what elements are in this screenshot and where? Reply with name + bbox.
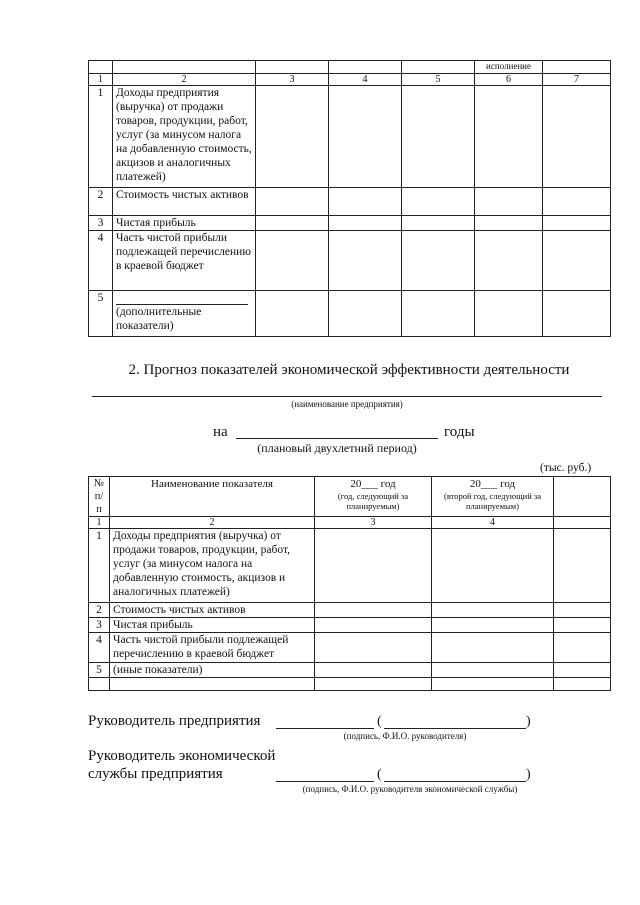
row-label: (иные показатели) [110,663,315,678]
value-cell[interactable] [475,188,543,216]
colnum: 4 [329,74,402,86]
value-cell[interactable] [402,291,475,337]
value-cell[interactable] [475,231,543,291]
value-cell[interactable] [475,216,543,231]
year-2-label: 20___ год [469,478,516,490]
year-2-caption: (второй год, следующий за планируемым) [443,491,541,511]
colnum: 1 [89,517,110,529]
value-cell[interactable] [315,603,432,618]
value-cell[interactable] [315,529,432,603]
org-name-caption: (наименование предприятия) [291,399,403,409]
value-cell[interactable] [402,188,475,216]
head-caption: (подпись, Ф.И.О. руководителя) [343,731,467,741]
colnum: 7 [543,74,611,86]
value-cell[interactable] [329,216,402,231]
row-number: 1 [89,529,110,603]
value-cell[interactable] [315,663,432,678]
row-number: 5 [89,291,113,337]
years-label: годы [444,424,475,440]
row-number: 3 [89,618,110,633]
head-signature-line[interactable] [276,728,374,729]
colnum: 3 [256,74,329,86]
section-title: 2. Прогноз показателей экономической эффективности деятельности [128,362,570,378]
row-label: (дополнительные показатели) [116,306,202,332]
value-cell[interactable] [402,216,475,231]
value-cell[interactable] [432,633,554,663]
value-cell[interactable] [256,86,329,188]
econ-name-line[interactable] [384,781,526,782]
value-cell[interactable] [475,86,543,188]
row-number: 4 [89,633,110,663]
row-number: 2 [89,188,113,216]
colnum: 3 [315,517,432,529]
value-cell[interactable] [329,291,402,337]
value-cell[interactable] [475,291,543,337]
value-cell[interactable] [543,86,611,188]
value-cell[interactable] [256,231,329,291]
econ-caption: (подпись, Ф.И.О. руководителя экономической службы) [302,784,518,794]
row-number: 1 [89,86,113,188]
row-label: Часть чистой прибыли подлежащей перечислению в краевой бюджет [110,633,315,663]
head-name-line[interactable] [384,728,526,729]
close-paren: ) [526,714,531,729]
row-number: 5 [89,663,110,678]
colnum: 1 [89,74,113,86]
value-cell[interactable] [329,231,402,291]
unit-label: (тыс. руб.) [540,462,592,474]
colnum: 4 [432,517,554,529]
row-number: 3 [89,216,113,231]
value-cell[interactable] [329,188,402,216]
value-cell[interactable] [543,291,611,337]
value-cell[interactable] [543,216,611,231]
period-line[interactable] [236,438,438,439]
row-label: Доходы предприятия (выручка) от продажи товаров, продукции, работ, услуг (за минусом налога на добавленную стоимость, акцизов и аналогичных платежей) [113,86,256,188]
header-name: Наименование показателя [110,477,315,517]
header-year-1 [315,477,432,517]
row-number: 4 [89,231,113,291]
value-cell[interactable] [432,663,554,678]
value-cell[interactable] [543,231,611,291]
header-num: № п/п [89,477,110,517]
econ-signature-line[interactable] [276,781,374,782]
value-cell[interactable] [432,618,554,633]
value-cell[interactable] [315,633,432,663]
year-1-caption: (год, следующий за планируемым) [337,491,409,511]
row-label: Стоимость чистых активов [110,603,315,618]
row-label: Стоимость чистых активов [113,188,256,216]
row-label: Чистая прибыль [113,216,256,231]
org-name-line[interactable] [92,396,602,397]
value-cell[interactable] [402,86,475,188]
colnum: 6 [475,74,543,86]
value-cell[interactable] [256,216,329,231]
period-caption: (плановый двухлетний период) [257,441,417,455]
indicators-table-1 [88,60,611,337]
execution-header: исполнение [475,61,543,74]
value-cell[interactable] [432,603,554,618]
close-paren: ) [526,767,531,782]
open-paren: ( [377,714,382,729]
year-1-label: 20___ год [350,478,396,490]
value-cell[interactable] [402,231,475,291]
colnum: 2 [110,517,315,529]
header-year-2 [432,477,554,517]
row-label: Часть чистой прибыли подлежащей перечислению в краевой бюджет [113,231,256,291]
row-label: Доходы предприятия (выручка) от продажи товаров, продукции, работ, услуг (за минусом налога на добавленную стоимость, акцизов и аналогичных платежей) [110,529,315,603]
value-cell[interactable] [256,188,329,216]
open-paren: ( [377,767,382,782]
value-cell[interactable] [329,86,402,188]
indicators-table-2 [88,476,611,691]
row-label-extra [113,291,256,337]
row-label: Чистая прибыль [110,618,315,633]
colnum: 2 [113,74,256,86]
value-cell[interactable] [543,188,611,216]
value-cell[interactable] [432,529,554,603]
value-cell[interactable] [256,291,329,337]
blank-line[interactable] [116,291,248,305]
head-label: Руководитель предприятия [88,713,261,729]
econ-label-1: Руководитель экономической [88,748,276,764]
row-number: 2 [89,603,110,618]
value-cell[interactable] [315,618,432,633]
na-label: на [213,424,228,440]
econ-label-2: службы предприятия [88,766,223,782]
colnum: 5 [402,74,475,86]
